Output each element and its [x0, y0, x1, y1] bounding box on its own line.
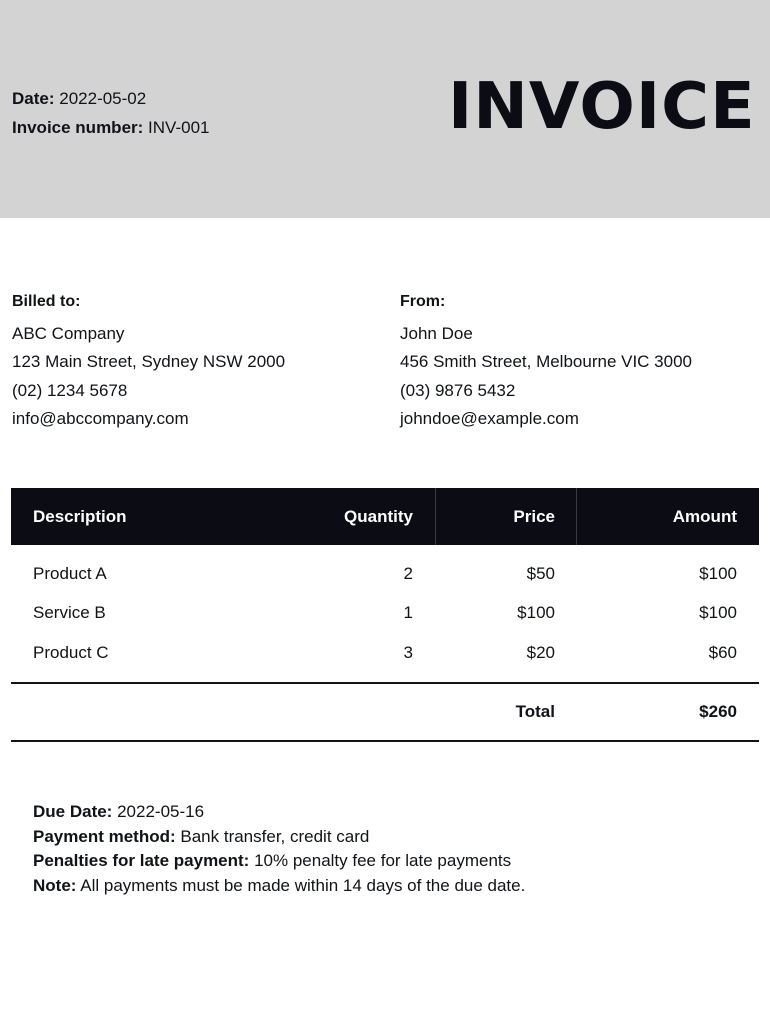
penalties-line — [33, 849, 525, 874]
total-label: Total — [515, 702, 555, 721]
penalties-value: 10% penalty fee for late payments — [254, 851, 512, 870]
note-label: Note: — [33, 875, 77, 895]
invoice-number-label: Invoice number: — [12, 118, 144, 137]
date-line — [12, 84, 209, 113]
from-address: 456 Smith Street, Melbourne VIC 3000 — [400, 352, 692, 371]
payment-method-label: Payment method: — [33, 826, 176, 846]
invoice-header — [0, 0, 770, 218]
billed-to-label: Billed to: — [12, 293, 81, 310]
row-amount: $60 — [708, 643, 737, 662]
table-header — [11, 488, 759, 545]
note-line — [33, 874, 525, 899]
total-value: $260 — [699, 702, 737, 721]
invoice-number-line — [12, 113, 209, 142]
row-description: Product A — [33, 564, 107, 583]
date-label: Date: — [12, 89, 55, 108]
row-amount: $100 — [699, 564, 737, 583]
table-row — [11, 562, 759, 586]
from-block — [400, 288, 692, 434]
table-row — [11, 641, 759, 665]
due-date-value: 2022-05-16 — [117, 802, 205, 821]
row-description: Product C — [33, 643, 109, 662]
row-quantity: 3 — [403, 643, 413, 662]
column-divider — [435, 488, 436, 545]
row-quantity: 1 — [403, 603, 413, 622]
invoice-meta — [12, 84, 209, 142]
row-price: $20 — [526, 643, 555, 662]
column-header-price: Price — [513, 507, 555, 526]
row-price: $100 — [517, 603, 555, 622]
row-price: $50 — [526, 564, 555, 583]
due-date-label: Due Date: — [33, 802, 113, 821]
billed-to-phone: (02) 1234 5678 — [12, 380, 128, 400]
row-quantity: 2 — [403, 564, 413, 583]
total-row — [11, 700, 759, 724]
row-description: Service B — [33, 603, 106, 622]
from-email: johndoe@example.com — [400, 409, 579, 428]
due-date-line — [33, 800, 525, 825]
invoice-table — [11, 488, 759, 721]
penalties-label: Penalties for late payment: — [33, 851, 250, 870]
billed-to-block — [12, 288, 285, 434]
column-header-amount: Amount — [672, 507, 737, 526]
invoice-title: INVOICE — [448, 70, 756, 144]
table-bottom-rule — [11, 740, 759, 742]
payment-terms — [33, 800, 525, 898]
column-header-description: Description — [33, 507, 127, 526]
table-row — [11, 601, 759, 625]
column-header-quantity: Quantity — [344, 507, 413, 526]
column-divider — [576, 488, 577, 545]
billed-to-email: info@abccompany.com — [12, 409, 189, 428]
table-divider — [11, 682, 759, 684]
invoice-number-value: INV-001 — [148, 118, 210, 137]
billed-to-name: ABC Company — [12, 323, 125, 343]
from-label: From: — [400, 293, 446, 310]
row-amount: $100 — [699, 603, 737, 622]
billed-to-address: 123 Main Street, Sydney NSW 2000 — [12, 352, 286, 371]
payment-method-value: Bank transfer, credit card — [180, 826, 370, 846]
from-name: John Doe — [400, 323, 473, 343]
from-phone: (03) 9876 5432 — [400, 380, 516, 400]
date-value: 2022-05-02 — [59, 89, 147, 108]
payment-method-line — [33, 825, 525, 850]
note-value: All payments must be made within 14 days of the due date. — [80, 875, 526, 895]
table-body — [11, 545, 759, 683]
